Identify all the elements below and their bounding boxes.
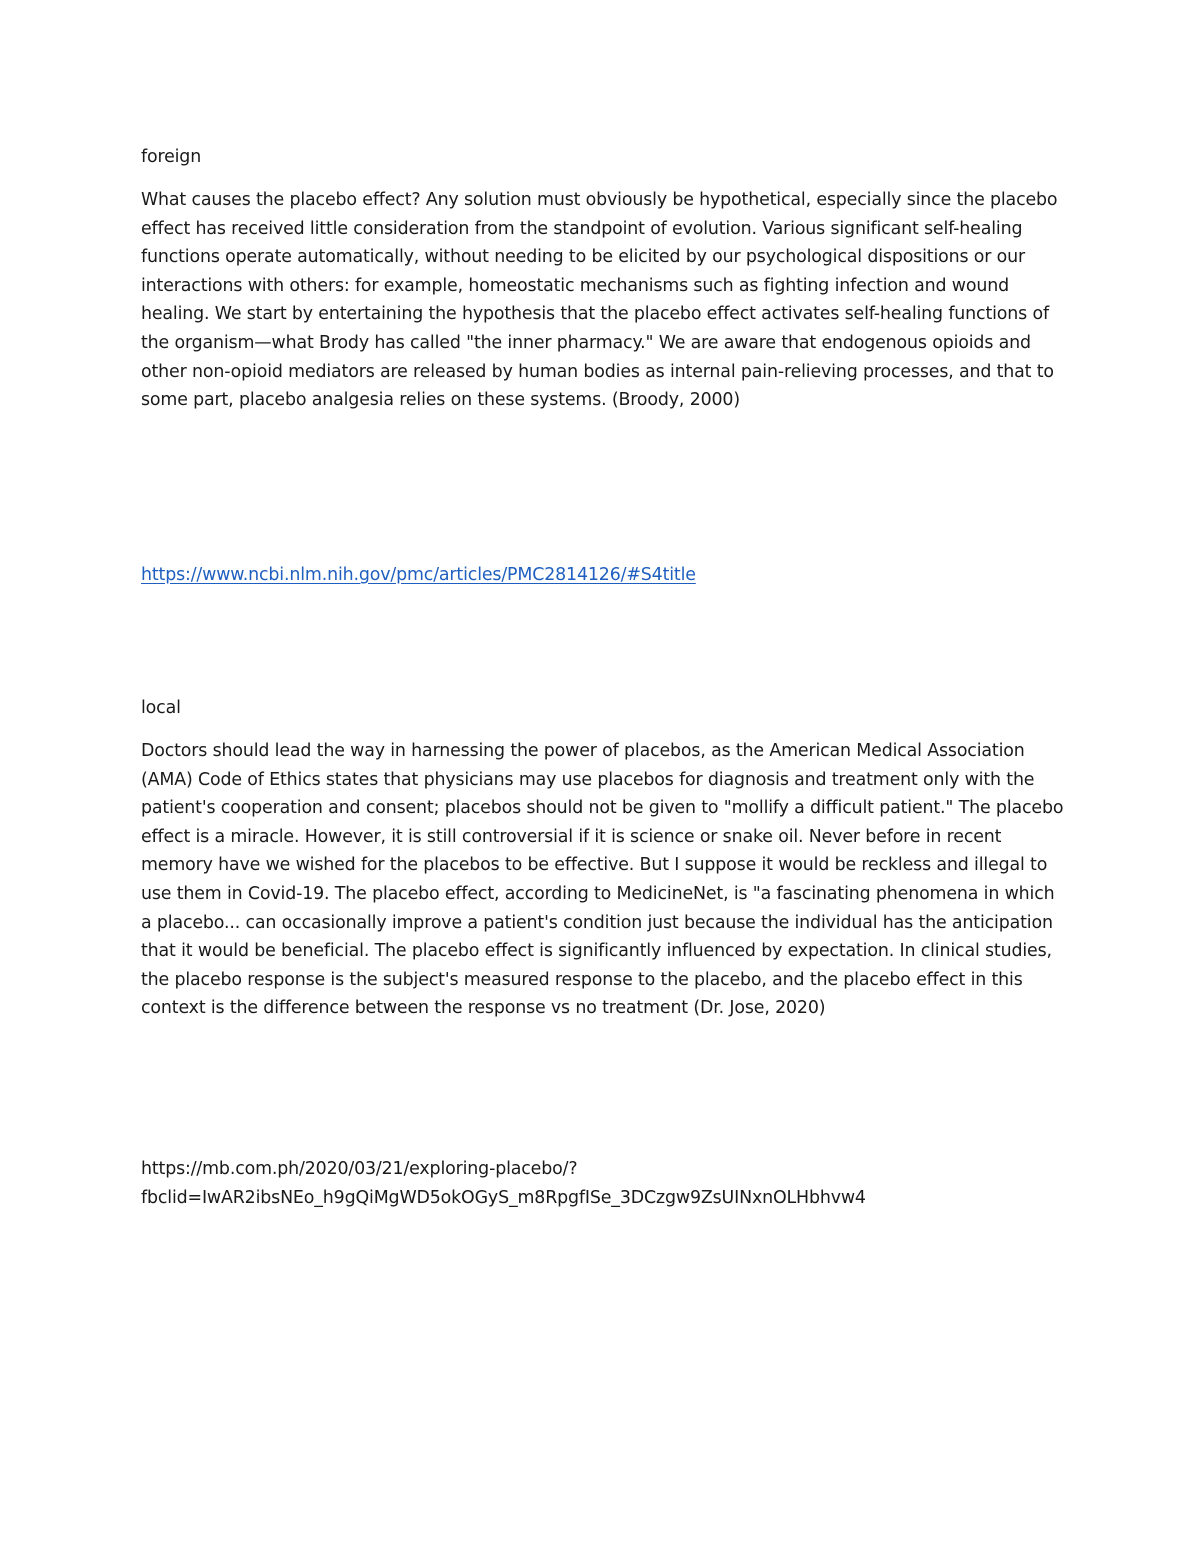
paragraph-placebo-causes: What causes the placebo effect? Any solution must obviously be hypothetical, especially since the placebo effect has received little consideration from the standpoint of evolution. Various significant self-healing functions operate automatically, without needing to be elicited by our psychological dispositions or our interactions with others: for example, homeostatic mechanisms such as fighting infection and wound healing. We start by entertaining the hypothesis that the placebo effect activates self-healing functions of the organism—what Brody has called "the inner pharmacy." We are aware that endogenous opioids and other non-opioid mediators are released by human bodies as internal pain-relieving processes, and that to some part, placebo analgesia relies on these systems. (Broody, 2000): [141, 190, 1058, 411]
mb-reference-url-line2: fbclid=IwAR2ibsNEo_h9gQiMgWD5okOGyS_m8RpgfISe_3DCzgw9ZsUINxnOLHbhvw4: [141, 1187, 866, 1208]
ncbi-reference-link[interactable]: https://www.ncbi.nlm.nih.gov/pmc/articles/PMC2814126/#S4title: [141, 565, 696, 585]
mb-reference-url-line1: https://mb.com.ph/2020/03/21/exploring-placebo/?: [141, 1159, 578, 1179]
mb-reference-url: [141, 1155, 1041, 1212]
section-heading-local: local: [141, 698, 181, 718]
section-heading-foreign: foreign: [141, 147, 202, 167]
paragraph-placebo-doctors: Doctors should lead the way in harnessing the power of placebos, as the American Medical Association (AMA) Code of Ethics states that physicians may use placebos for diagnosis and treatment only with the patient's cooperation and consent; placebos should not be given to "mollify a difficult patient." The placebo effect is a miracle. However, it is still controversial if it is science or snake oil. Never before in recent memory have we wished for the placebos to be effective. But I suppose it would be reckless and illegal to use them in Covid-19. The placebo effect, according to MedicineNet, is "a fascinating phenomena in which a placebo... can occasionally improve a patient's condition just because the individual has the anticipation that it would be beneficial. The placebo effect is significantly influenced by expectation. In clinical studies, the placebo response is the subject's measured response to the placebo, and the placebo effect in this context is the difference between the response vs no treatment (Dr. Jose, 2020): [141, 741, 1064, 1019]
